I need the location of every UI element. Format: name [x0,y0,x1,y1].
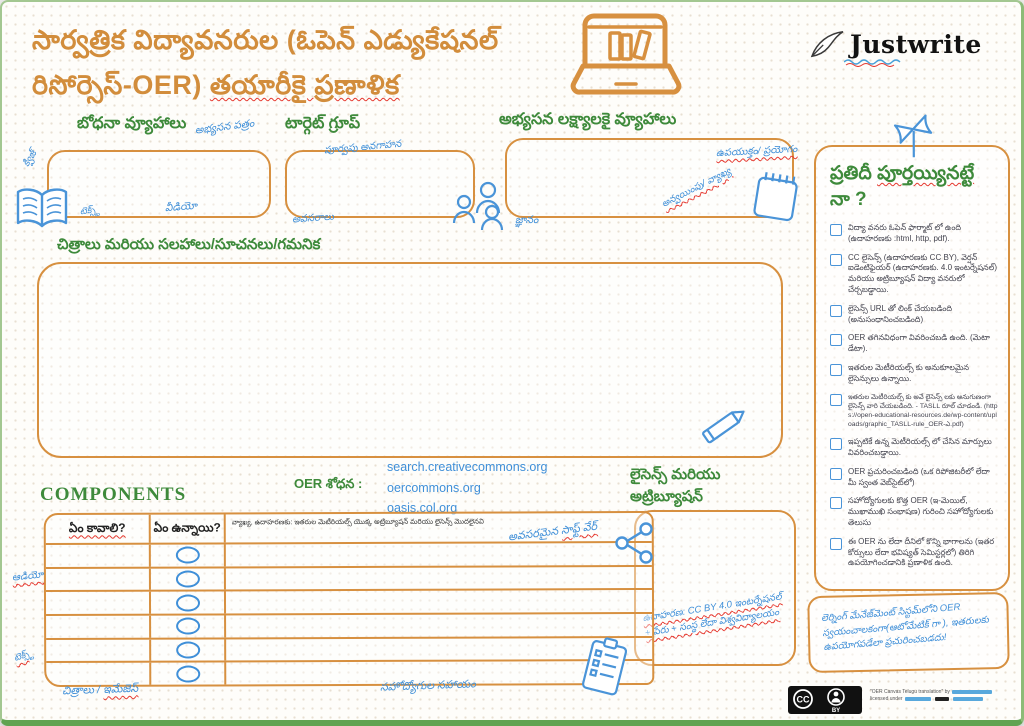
label-text-row: టెక్స్ట్ [12,647,35,663]
label-needs: అవసరాలు [291,211,335,226]
label-colleagues: సహోద్యోగుల సహాయం [379,678,477,694]
strategy-box-heading: బోధనా వ్యూహాలు [77,115,187,132]
table-row [46,638,652,664]
needed-cell [46,568,151,590]
comment-cell [226,567,652,590]
checkbox-icon[interactable] [830,497,842,509]
comment-cell [226,590,652,613]
footer-attribution [870,689,1012,703]
checkbox-icon[interactable] [830,334,842,346]
laptop-books-icon [560,10,692,102]
checklist-item-text: OER ప్రచురించబడింది (ఒక రిపోజిటరీలో లేదా మీ స్వంత వెబ్‌సైట్‌లో) [848,466,990,487]
checklist-item [830,467,998,489]
label-images: చిత్రాలు / ఇమేజెస్ [61,682,139,698]
checklist-item [830,304,998,326]
status-oval[interactable] [175,547,199,564]
status-oval[interactable] [175,594,199,611]
checkbox-icon[interactable] [830,438,842,450]
page-title-line2: రిసోర్సెస్-OER) తయారీకై ప్రణాళిక [32,70,400,100]
label-analysis: అన్వయింపు/ వ్యాఖ్య [660,165,733,210]
license-box [634,510,796,666]
notepad-icon [748,170,804,222]
attribution-line2: licensed under [870,696,1012,703]
available-cell [151,544,226,566]
link-oasis[interactable]: oasis.col.org [387,501,458,515]
needed-cell [46,592,151,614]
lms-note-text: లెర్నింగ్ మేనేజ్‌మెంట్ సిస్టమ్‌లోని OER స్వయంచాలకంగా(ఆటోమేటిక్ గా ), ఇతరులకు ఉపయోగపడేలా ప్రచురించబడదు! [820,601,990,654]
cc-by-badge [788,686,862,714]
notes-box-heading: చిత్రాలు మరియు సలహాలు/సూచనలు/గమనిక [57,236,321,253]
checklist-item-text: ఇప్పటికే ఉన్న మెటీరియల్స్ లో చేసిన మార్పులు వివరించబడ్డాయి. [848,437,992,458]
col-available: ఏం ఉన్నాయి? [151,514,226,542]
checkbox-icon[interactable] [830,468,842,480]
label-application: ఉపయుక్తం/ ప్రయోగం [715,143,798,160]
checklist-item-text: CC లైసెన్స్ (ఉదాహరణకు CC BY), వెర్షన్ ఐడెంటిఫైయర్ (ఉదాహరణకు. 4.0 ఇంటర్నేషనల్) మరియు అట్రిబ్యూషన్ విద్యా వనరులో చేర్చబడ్డాయి. [848,252,998,294]
table-row [46,543,652,569]
components-rows [46,543,652,685]
clipboard-icon [580,636,632,698]
checklist-item [830,223,998,245]
status-oval[interactable] [176,665,200,682]
table-row [46,590,652,616]
checkbox-icon[interactable] [830,364,842,376]
needed-cell [46,616,151,638]
pushpin-icon [886,112,942,160]
checkbox-icon[interactable] [830,394,842,406]
open-book-icon [14,185,70,231]
label-worksheet: అభ్యసన పత్రం [194,117,255,137]
col-comment: వ్యాఖ్య, ఉదాహరణకు: ఇతరుల మెటీరియల్స్ యొక్క అట్రిబ్యూషన్ మరియు లైసెన్స్ మొదలైనవి [231,518,484,527]
checklist-item [830,537,998,569]
people-icon [450,180,504,230]
table-row [46,661,652,685]
checklist-item-text: ఇతరుల మెటీరియల్స్ కు అనుకూలమైన లైసెన్సులు ఉన్నాయి. [848,362,970,383]
status-oval[interactable] [175,571,199,588]
logo-text: Justwrite [850,29,982,59]
svg-text:BY: BY [831,708,841,714]
label-prior-knowledge: పూర్వపు అవగాహన [323,138,402,157]
checkbox-icon[interactable] [830,224,842,236]
checkbox-icon[interactable] [830,254,842,266]
license-example: ఉదాహరణ: CC BY 4.0 ఇంటర్నేషనల్ + పేరు + సంస్థ లేదా విశ్వవిద్యాలయం [641,591,783,640]
link-oercommons[interactable]: oercommons.org [387,481,481,495]
checklist-item-text: ఇతరుల మెటీరియల్స్ కు అవే లైసెన్స్ లకు అనుగుణంగా లైసెన్స్ వారి చేయబడింది. - TASLL రూల్ చూడండి. (https://open-educational-resources.de/wp-content/uploads/graphic_TASLL-rule_OER-ఎ.pdf) [848,393,998,429]
pencil-icon [692,398,754,454]
link-creativecommons[interactable]: search.creativecommons.org [387,460,548,474]
logo [808,28,982,60]
label-audio: ఆడియో [11,569,44,584]
label-text: టెక్స్ట్ [79,203,101,217]
checklist-item [830,253,998,296]
checklist-item-text: ఈ OER ను లేదా దీనిలో కొన్ని భాగాలను (ఇతర కోర్సులు లేదా భవిష్యత్ సెమిస్టర్లలో) తిరిగి ఉపయోగించడానికి ప్రణాళిక ఉంది. [848,536,995,568]
checklist-item-text: OER తగినవిధంగా వివరించబడి ఉంది. (మెటా డేటా). [848,333,990,354]
checklist-panel [814,145,1010,591]
attribution-line1: "OER Canvas Telugu translation" by [870,689,1012,696]
checklist-item-text: సహోద్యోగులకు కొత్త OER (ఇ-మెయిల్, ముఖాముఖి సంభాషణ) గురించి సహోద్యోగులకు తెలుసు [848,496,994,528]
target-box [285,150,475,218]
checklist-heading: ప్రతిదీ పూర్తయ్యినట్టే నా ? [830,163,975,210]
checklist-item [830,437,998,459]
label-video: వీడియో [164,199,198,215]
share-icon [612,520,658,566]
checklist-item [830,363,998,385]
needed-cell [46,545,151,567]
checklist-item [830,496,998,528]
components-heading: COMPONENTS [40,484,187,505]
svg-text:CC: CC [796,694,810,705]
checklist-item-text: విద్యా వనరు ఓపెన్ ఫార్మాట్ లో ఉంది (ఉదాహరణకు :html, http, pdf). [848,223,962,243]
oer-search-label: OER శోధన : [294,476,363,491]
available-cell [151,568,226,590]
checkbox-icon[interactable] [830,538,842,550]
checklist-item-text: లైసెన్స్ URL తో లింక్ చేయబడింది (అనుసంధానించబడింది) [848,303,953,324]
label-quiz: క్విజ్ [20,148,40,169]
lms-note-box [807,592,1010,673]
comment-cell [226,543,652,566]
label-knowledge: జ్ఞానం [515,214,539,226]
license-box-heading: లైసెన్స్ మరియు అట్రిబ్యూషన్ [630,466,721,505]
status-oval[interactable] [176,618,200,635]
page-title-line1: సార్వత్రిక విద్యావనరుల (ఓపెన్ ఎడ్యుకేషనల్ [32,25,499,55]
checkbox-icon[interactable] [830,305,842,317]
available-cell [151,592,226,614]
objectives-box-heading: అభ్యసన లక్ష్యాలకై వ్యూహాలు [499,111,677,128]
checklist-item [830,333,998,355]
target-box-heading: టార్గెట్ గ్రూప్ [285,115,361,132]
logo-underline-squiggle [844,59,914,67]
col-needed: ఏం కావాలి? [46,515,151,543]
table-row [46,614,652,640]
checklist-item [830,393,998,430]
status-oval[interactable] [176,642,200,659]
comment-cell [226,614,652,637]
needed-cell [46,639,151,661]
page-title [32,18,592,108]
checklist-items [830,223,998,569]
available-cell [151,639,226,661]
available-cell [151,615,226,637]
notes-box [37,262,783,458]
available-cell [151,663,226,685]
label-software: అవసరమైన సాఫ్ట్ వేర్ [507,520,598,544]
quill-icon [808,28,846,60]
table-row [46,567,652,593]
